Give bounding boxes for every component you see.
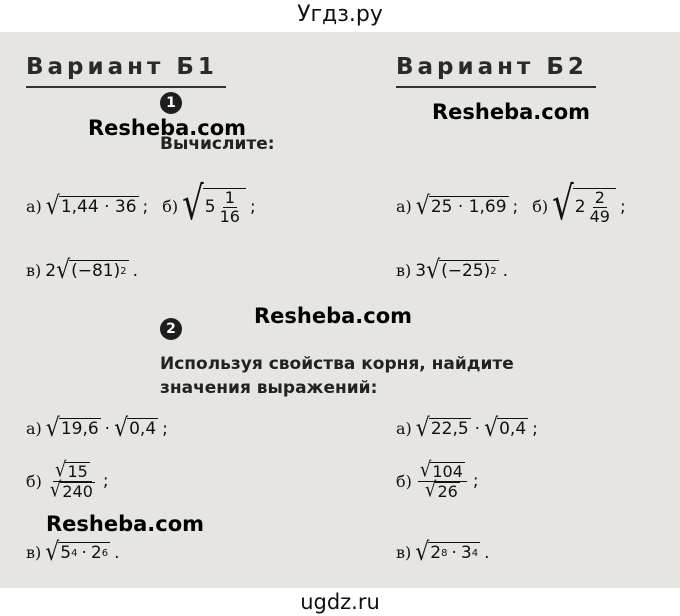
base: 5	[60, 543, 72, 563]
denominator: 26	[437, 482, 458, 501]
multiply-dot: ·	[81, 543, 87, 563]
separator: ;	[102, 471, 109, 491]
variant-b2-underline	[396, 86, 596, 88]
watermark: Resheba.com	[88, 116, 247, 140]
square-root: √ 19,6	[45, 414, 99, 443]
denominator: 16	[219, 207, 240, 226]
variant-b2-title: Вариант Б2	[396, 54, 588, 80]
square-root: √ 2 $\frac{2}{49}$	[552, 188, 616, 226]
square-root: √ (−25) 2	[426, 256, 497, 285]
base: 2	[430, 543, 442, 563]
variant-b1-title: Вариант Б1	[26, 54, 218, 80]
radicand: 0,4	[499, 419, 527, 439]
numerator: 104	[432, 462, 463, 481]
base: 3	[460, 543, 472, 563]
square-root: √ 0,4	[114, 414, 157, 443]
exponent: 4	[471, 547, 479, 559]
numerator: 1	[224, 188, 235, 207]
square-root: √ 2 8 · 3 4	[415, 538, 479, 567]
exponent: 6	[101, 547, 109, 559]
item-label: б)	[26, 471, 42, 491]
square-root: √ 15	[54, 458, 88, 483]
radicand: 22,5	[430, 419, 469, 439]
watermark: Resheba.com	[254, 304, 413, 328]
separator: ;	[142, 196, 149, 217]
task-2-v1-a-row	[26, 414, 172, 443]
coefficient: 3	[415, 260, 427, 281]
square-root: √ 1,44 · 36	[45, 192, 137, 221]
site-header-label: Угдз.ру	[297, 2, 383, 27]
exponent: 8	[441, 547, 448, 559]
exponent: 2	[120, 265, 127, 277]
square-root: √ 5 4 · 2 6	[45, 538, 109, 567]
multiply-dot: ·	[104, 418, 111, 439]
fraction	[588, 189, 612, 226]
item-label: а)	[26, 419, 42, 438]
square-root: √ (−81) 2	[56, 256, 127, 285]
radicand: 25 · 1,69	[430, 197, 507, 217]
item-label: в)	[26, 261, 42, 280]
radicand: (−25)	[441, 261, 491, 281]
site-footer-label: ugdz.ru	[300, 590, 380, 614]
square-root: √ 22,5	[415, 414, 469, 443]
task-2-instruction-line2: значения выражений:	[160, 378, 378, 398]
task-2-v2-a-row	[396, 414, 542, 443]
terminator: .	[484, 542, 490, 563]
task-1-v2-ab-row	[396, 177, 630, 232]
watermark: Resheba.com	[46, 512, 205, 536]
item-label: а)	[396, 197, 412, 216]
base: 2	[90, 543, 102, 563]
item-label: б)	[162, 197, 179, 216]
task-1-number-badge: 1	[160, 92, 182, 114]
multiply-dot: ·	[474, 418, 481, 439]
fraction	[218, 189, 242, 226]
item-label: в)	[396, 261, 412, 280]
square-root: √ 240	[49, 478, 93, 503]
item-label: б)	[396, 471, 412, 491]
task-1-v2-c-row	[396, 256, 512, 285]
square-root: √ 25 · 1,69	[415, 192, 507, 221]
fraction	[48, 458, 97, 503]
textbook-page	[0, 32, 680, 588]
variant-b1-underline	[26, 86, 226, 88]
radicand: (−81)	[71, 261, 121, 281]
square-root: √ 26	[424, 478, 458, 503]
exponent: 2	[490, 265, 497, 277]
denominator: 240	[62, 482, 93, 501]
separator: ;	[162, 418, 168, 439]
task-2-number-badge: 2	[160, 318, 182, 340]
square-root: √ 0,4	[484, 414, 527, 443]
task-1-v1-ab-row	[26, 177, 260, 232]
watermark: Resheba.com	[432, 100, 591, 124]
mixed-whole: 5	[204, 197, 216, 217]
separator: ;	[249, 196, 256, 217]
numerator: 2	[594, 188, 605, 207]
item-label: в)	[26, 543, 42, 562]
square-root: √ 5 $\frac{1}{16}$	[182, 188, 246, 226]
terminator: .	[114, 542, 120, 563]
item-label: а)	[396, 419, 412, 438]
radicand: 19,6	[60, 419, 99, 439]
task-2-v1-b-row	[26, 458, 113, 503]
separator: ;	[512, 196, 519, 217]
separator: ;	[532, 418, 538, 439]
square-root: √ 104	[419, 458, 463, 483]
task-2-instruction-line1: Используя свойства корня, найдите	[160, 354, 514, 374]
terminator: .	[132, 260, 139, 281]
fraction	[418, 458, 467, 503]
separator: ;	[472, 471, 479, 491]
task-1-instruction: Вычислите:	[160, 134, 275, 154]
radicand: 0,4	[129, 419, 157, 439]
denominator: 49	[589, 207, 610, 226]
terminator: .	[502, 260, 509, 281]
task-2-v2-b-row	[396, 458, 483, 503]
coefficient: 2	[45, 260, 57, 281]
task-2-v1-c-row	[26, 538, 124, 567]
item-label: б)	[532, 197, 549, 216]
item-label: в)	[396, 543, 412, 562]
task-1-v1-c-row	[26, 256, 142, 285]
exponent: 4	[71, 547, 78, 559]
item-label: а)	[26, 197, 42, 216]
numerator: 15	[67, 462, 88, 481]
multiply-dot: ·	[451, 543, 457, 563]
separator: ;	[619, 196, 626, 217]
radicand: 1,44 · 36	[60, 197, 137, 217]
task-2-v2-c-row	[396, 538, 494, 567]
mixed-whole: 2	[574, 197, 586, 217]
